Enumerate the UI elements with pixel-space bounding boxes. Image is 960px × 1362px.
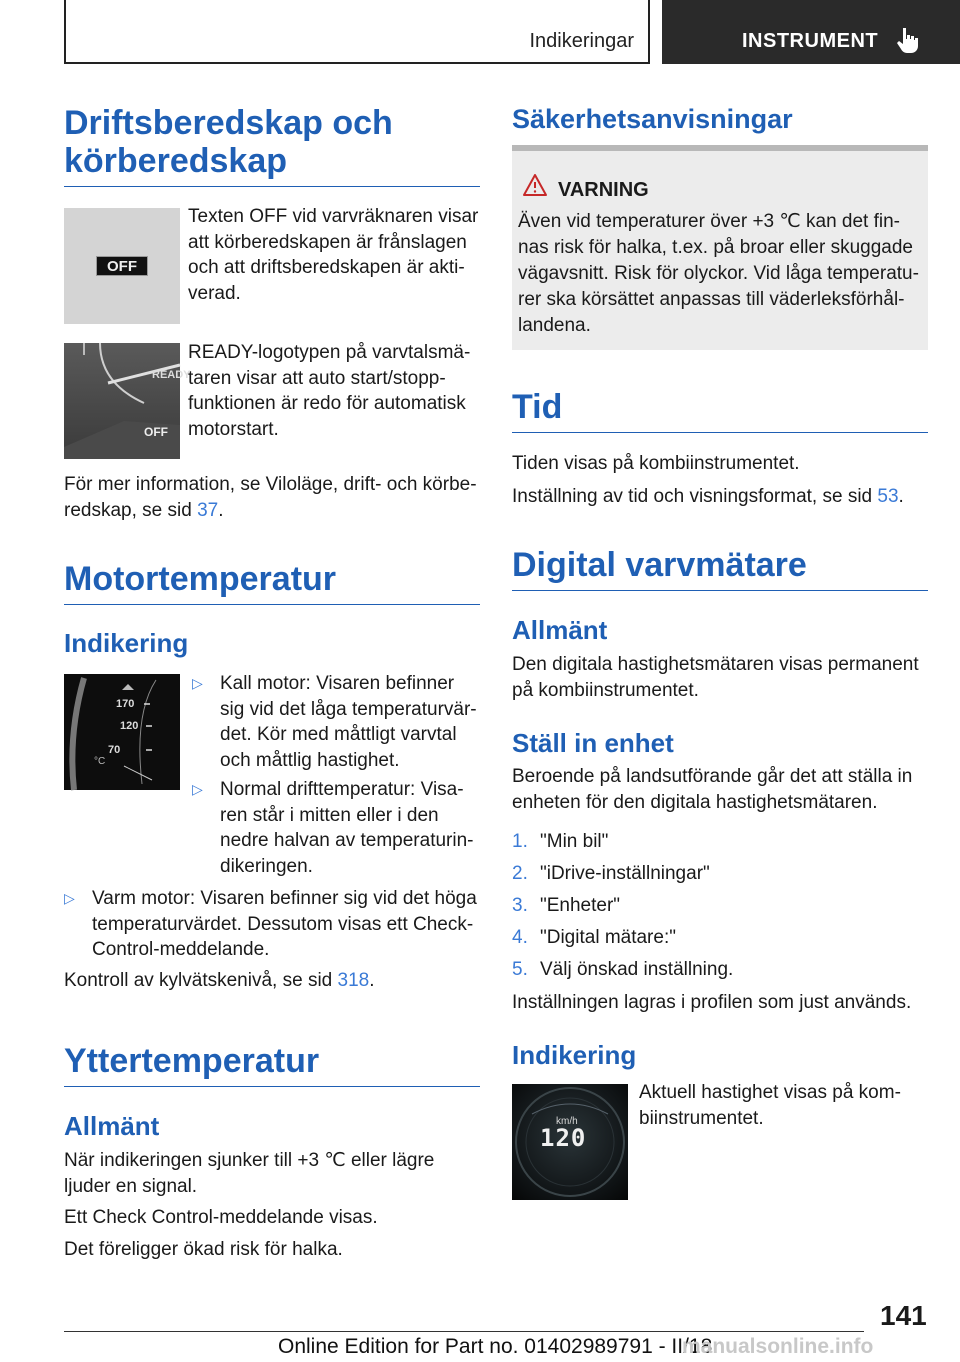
gauge-label-170: 170 <box>116 698 135 710</box>
step-5 <box>512 957 928 983</box>
chapter-tab <box>662 0 960 64</box>
section-header-box <box>64 0 650 64</box>
bullet-cold-engine <box>192 671 480 775</box>
more-info-prefix: För mer information, se Viloläge, drift- och körbe-redskap, se sid <box>64 474 477 521</box>
off-description: Texten OFF vid varvräknaren visar att körberedskapen är frånslagen och att driftsberedskapen är akti-verad. <box>188 206 479 304</box>
step-text: Välj önskad inställning. <box>540 959 734 980</box>
step-text: "Min bil" <box>540 831 609 852</box>
subheading-allmant: Allmänt <box>64 1111 160 1141</box>
step-text: "Digital mätare:" <box>540 927 676 948</box>
tid-suffix: . <box>898 486 904 507</box>
step-1 <box>512 829 928 855</box>
heading-sakerhetsanvisningar: Säkerhetsanvisningar <box>512 104 793 134</box>
heading-yttertemperatur: Yttertemperatur <box>64 1042 480 1087</box>
stall-text: Beroende på landsutförande går det att ställa in enheten för den digitala hastighetsmätaren. <box>512 766 913 813</box>
step-4 <box>512 925 928 951</box>
tachometer-arc-graphic <box>64 343 180 459</box>
step-text: "iDrive-inställningar" <box>540 863 710 884</box>
tid-paragraph-1: Tiden visas på kombiinstrumentet. <box>512 453 800 474</box>
bullet-normal-temp <box>192 777 480 881</box>
heading-driftsberedskap: Driftsberedskap och körberedskap <box>64 104 480 187</box>
lagras-text: Inställningen lagras i profilen som just används. <box>512 992 912 1013</box>
step-number: 3. <box>512 895 528 916</box>
bullet-hot-engine-text: Varm motor: Visaren befinner sig vid det höga temperaturvärdet. Dessutom visas ett Check-Control-meddelande. <box>92 888 477 960</box>
indikering-text: Aktuell hastighet visas på kom-biinstrumentet. <box>639 1082 901 1129</box>
bullet-hot-engine <box>64 886 480 964</box>
bullet-marker-icon: ▷ <box>64 890 75 906</box>
tid-prefix: Inställning av tid och visningsformat, se sid <box>512 486 878 507</box>
subheading-stall-in-enhet: Ställ in enhet <box>512 728 674 758</box>
kontroll-suffix: . <box>369 970 375 991</box>
step-number: 1. <box>512 831 528 852</box>
step-number: 2. <box>512 863 528 884</box>
ytter-paragraph-2: Ett Check Control-meddelande visas. <box>64 1207 378 1228</box>
warning-triangle-icon <box>522 173 548 197</box>
gauge-unit-celsius: °C <box>94 756 106 767</box>
bullet-marker-icon: ▷ <box>192 781 203 797</box>
chapter-tab-label: INSTRUMENT <box>742 30 879 52</box>
warning-box <box>512 145 928 350</box>
off-indicator-label: OFF <box>96 256 148 276</box>
subheading-indikering-2: Indikering <box>512 1040 637 1070</box>
page-link-37[interactable]: 37 <box>197 499 219 521</box>
footer-divider <box>64 1331 864 1332</box>
kontroll-prefix: Kontroll av kylvätskenivå, se sid <box>64 970 338 991</box>
gauge-scale-graphic <box>64 674 180 790</box>
step-number: 4. <box>512 927 528 948</box>
ytter-paragraph-1: När indikeringen sjunker till +3 ℃ eller lägre ljuder en signal. <box>64 1150 435 1197</box>
heading-motortemperatur: Motortemperatur <box>64 560 480 605</box>
bullet-marker-icon: ▷ <box>192 675 203 691</box>
speed-value-label: 120 <box>540 1124 587 1152</box>
more-info-suffix: . <box>218 499 224 521</box>
step-text: "Enheter" <box>540 895 621 916</box>
subheading-allmant-2: Allmänt <box>512 615 608 645</box>
edition-text: Online Edition for Part no. 01402989791 - II/18 <box>278 1335 713 1358</box>
step-3 <box>512 893 928 919</box>
ready-description: READY-logotypen på varvtalsmä-taren visar att auto start/stopp-funktionen är redo för automatisk motorstart. <box>188 342 471 440</box>
bullet-normal-temp-text: Normal drifttemperatur: Visa-ren står i mitten eller i den nedre halvan av temperaturin-dikeringen. <box>220 779 474 877</box>
page-header <box>0 0 960 66</box>
more-info-text <box>64 472 480 523</box>
warning-text: Även vid temperaturer över +3 ℃ kan det fin-nas risk för halka, t.ex. på broar eller skuggade vägavsnitt. Risk för olyckor. Vid låga temperatu-rer ska körsättet anpassas till väderleksförhål-landena. <box>518 211 919 336</box>
bullet-cold-engine-text: Kall motor: Visaren befinner sig vid det låga temperaturvär-det. Kör med måttligt varvtal och måttlig hastighet. <box>220 673 477 771</box>
digital-speedometer-image <box>512 1084 628 1200</box>
heading-tid: Tid <box>512 388 928 433</box>
section-title: Indikeringar <box>529 30 634 52</box>
ready-tachometer-image <box>64 343 191 459</box>
tid-paragraph-2 <box>512 484 928 510</box>
kontroll-text <box>64 968 480 994</box>
speed-unit-label: km/h <box>556 1116 578 1127</box>
heading-digital-varvmatare: Digital varvmätare <box>512 546 928 591</box>
page-link-318[interactable]: 318 <box>337 970 370 991</box>
ytter-paragraph-3: Det föreligger ökad risk för halka. <box>64 1239 343 1260</box>
subheading-indikering: Indikering <box>64 628 189 658</box>
warning-title: VARNING <box>558 179 649 201</box>
off-indicator-image <box>64 208 180 324</box>
temperature-gauge-image <box>64 674 180 790</box>
step-2 <box>512 861 928 887</box>
ready-logo-label: READY <box>152 369 191 381</box>
allmant-text: Den digitala hastighetsmätaren visas permanent på kombiinstrumentet. <box>512 654 919 701</box>
ready-off-label: OFF <box>144 425 168 439</box>
step-number: 5. <box>512 959 528 980</box>
page-number: 141 <box>880 1300 927 1331</box>
page-link-53[interactable]: 53 <box>877 486 899 507</box>
gauge-label-120: 120 <box>120 720 139 732</box>
hand-pointer-icon <box>894 26 920 54</box>
watermark-text: manualsonline.info <box>682 1335 874 1358</box>
gauge-label-70: 70 <box>108 744 121 756</box>
